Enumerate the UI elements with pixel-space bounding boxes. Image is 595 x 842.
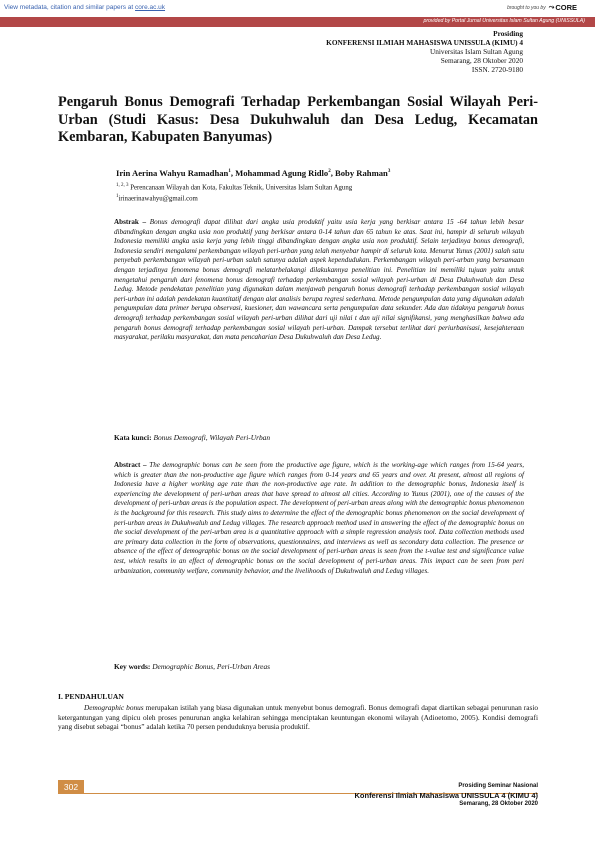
core-logo-icon: ⤳ [548, 3, 555, 11]
author-list: Irin Aerina Wahyu Ramadhan$^1$, Mohammad Agung Ridlo$^2$, Boby Rahman$^3$ [116, 168, 391, 178]
core-link[interactable]: core.ac.uk [135, 4, 166, 11]
section-body: Demographic bonus merupakan istilah yang biasa digunakan untuk menyebut bonus demografi. Bonus demografi dapat diartikan sebagai penurunan rasio ketergantungan yang dipicu oleh proses penurunan angka kelahiran sehingga menciptakan keuntungan ekonomi wilayah (Adioetomo, 2005). Kondisi demografi yang disebut sebagai “bonus” adalah ketika 70 persen penduduknya berusia produktif. [58, 703, 538, 732]
affiliation: $^{1, 2, 3}$ Perencanaan Wilayah dan Kota, Fakultas Teknik, Universitas Islam Sultan Agung $^1$irinaerinawahyu@gmail.com [116, 183, 353, 203]
page-number: 302 [58, 780, 84, 794]
abstract-english: Abstract – The demographic bonus can be seen from the productive age figure, which is the working-age which ranges from 15-64 years, which is greater than the non-productive age figure which ranges from 0-14 years and 65 years and over. At present, almost all regions of Indonesia have a higher working age rate than the non-productive age rate. In addition to the demographic bonus, Indonesia itself is experiencing the development of peri-urban areas that have spread to almost all cities. According to Yunus (2001), one of the causes of the development of peri-urban areas is the population aspect. The development of peri-urban areas along with the demographic bonus phenomenon is the background for this research. This study aims to determine the effect of the demographic bonus phenomenon on the social development of peri-urban areas in Dukuhwaluh and Ledug villages. The research approach method used in answering the effect of the demographic bonus on the social development of the peri-urban area is a quantitative approach with a simple regression analysis tool. Data collection methods used are primary data collection in the form of observations, questionnaires, and interviews as well as secondary data collection. The presence or absence of the effect of demographic bonus on the social development of peri-urban areas is seen from the t-value test and significance value test, which results in an effect of demographic bonus on the social development of peri-urban areas. This impact can be seen from peri urbanization, community welfare, community behavior, and the livelihoods of Dukuhwaluh and Ledug villages. [114, 461, 524, 575]
author-email: $^1$irinaerinawahyu@gmail.com [116, 194, 198, 203]
abstract-indonesian: Abstrak – Bonus demografi dapat dilihat dari angka usia produktif yaitu usia kerja yang berkisar antara 15 -64 tahun lebih besar dibandingkan dengan angka usia non produktif yang berkisar antara 0-14 tahun dan 65 tahun ke atas. Saat ini, hampir di seluruh wilayah Indonesia memiliki angka usia kerja yang lebih tinggi dibandingkan dengan angka usia non produktif. Selain terjadinya bonus demografi, Indonesia sendiri mengalami perkembangan wilayah peri-urban yang telah menyebar hampir di seluruh kota. Menurut Yunus (2001) salah satu penyebab perkembangan wilayah peri-urban salah satunya adalah aspek kependudukan. Perkembangan wilayah peri-urban yang bersamaan dengan terjadinya fenomena bonus demografi melatarbelakangi dilakukannya penelitian ini. Penelitian ini memiliki tujuan yaitu untuk mengetahui pengaruh dari fenomena bonus demografi terhadap perkembangan sosial wilayah peri-urban di Desa Dukuhwaluh dan Desa Ledug. Metode pendekatan penelitian yang digunakan dalam menjawab pengaruh bonus demografi terhadap perkembangan sosial wilayah peri-urban ini adalah pendekatan kuantitatif dengan alat analisis berupa regresi sederhana. Metode pengumpulan data yang digunakan adalah pengumpulan data primer berupa observasi, kuesioner, dan wawancara serta pengumpulan data sekunder. Ada dan tidaknya pengaruh bonus demografi terhadap perkembangan sosial wilayah peri-urban dilihat dari uji nilai t dan uji nilai signifikansi, yang menghasilkan bahwa ada pengaruh bonus demografi terhadap perkembangan sosial wilayah peri-urban. Dampak tersebut terlihat dari periurbanisasi, kesejahteraan masyarakat, perilaku masyarakat, dan mata pencaharian Desa Dukuhwaluh dan Desa Ledug. [114, 218, 525, 342]
core-banner [0, 0, 595, 16]
core-metadata-text: View metadata, citation and similar papers at core.ac.uk [4, 4, 166, 11]
page-footer [58, 780, 538, 820]
keywords-indonesian: Kata kunci: Bonus Demografi, Wilayah Peri-Urban [114, 433, 271, 442]
conference-header: Prosiding KONFERENSI ILMIAH MAHASISWA UNISSULA (KIMU) 4 Universitas Islam Sultan Agung Semarang, 28 Oktober 2020 ISSN. 2720-9180 [326, 29, 523, 74]
provider-bar [0, 17, 595, 27]
section-heading: I. PENDAHULUAN [58, 692, 124, 701]
core-logo[interactable]: ⤳ CORE [548, 3, 577, 12]
core-brought-by: brought to you by ⤳ CORE [507, 3, 577, 12]
keywords-english: Key words: Demographic Bonus, Peri-Urban Areas [114, 662, 271, 671]
provider-text: provided by Portal Jurnal Universitas Islam Sultan Agung (UNISSULA) [423, 18, 585, 24]
footer-text: Prosiding Seminar Nasional Konferensi Ilmiah Mahasiswa UNISSULA 4 (KIMU 4) Semarang, 28 Oktober 2020 [354, 783, 538, 807]
paper-title: Pengaruh Bonus Demografi Terhadap Perkembangan Sosial Wilayah Peri-Urban (Studi Kasus: Desa Dukuhwaluh dan Desa Ledug, Kecamatan Kembaran, Kabupaten Banyumas) [58, 94, 538, 145]
